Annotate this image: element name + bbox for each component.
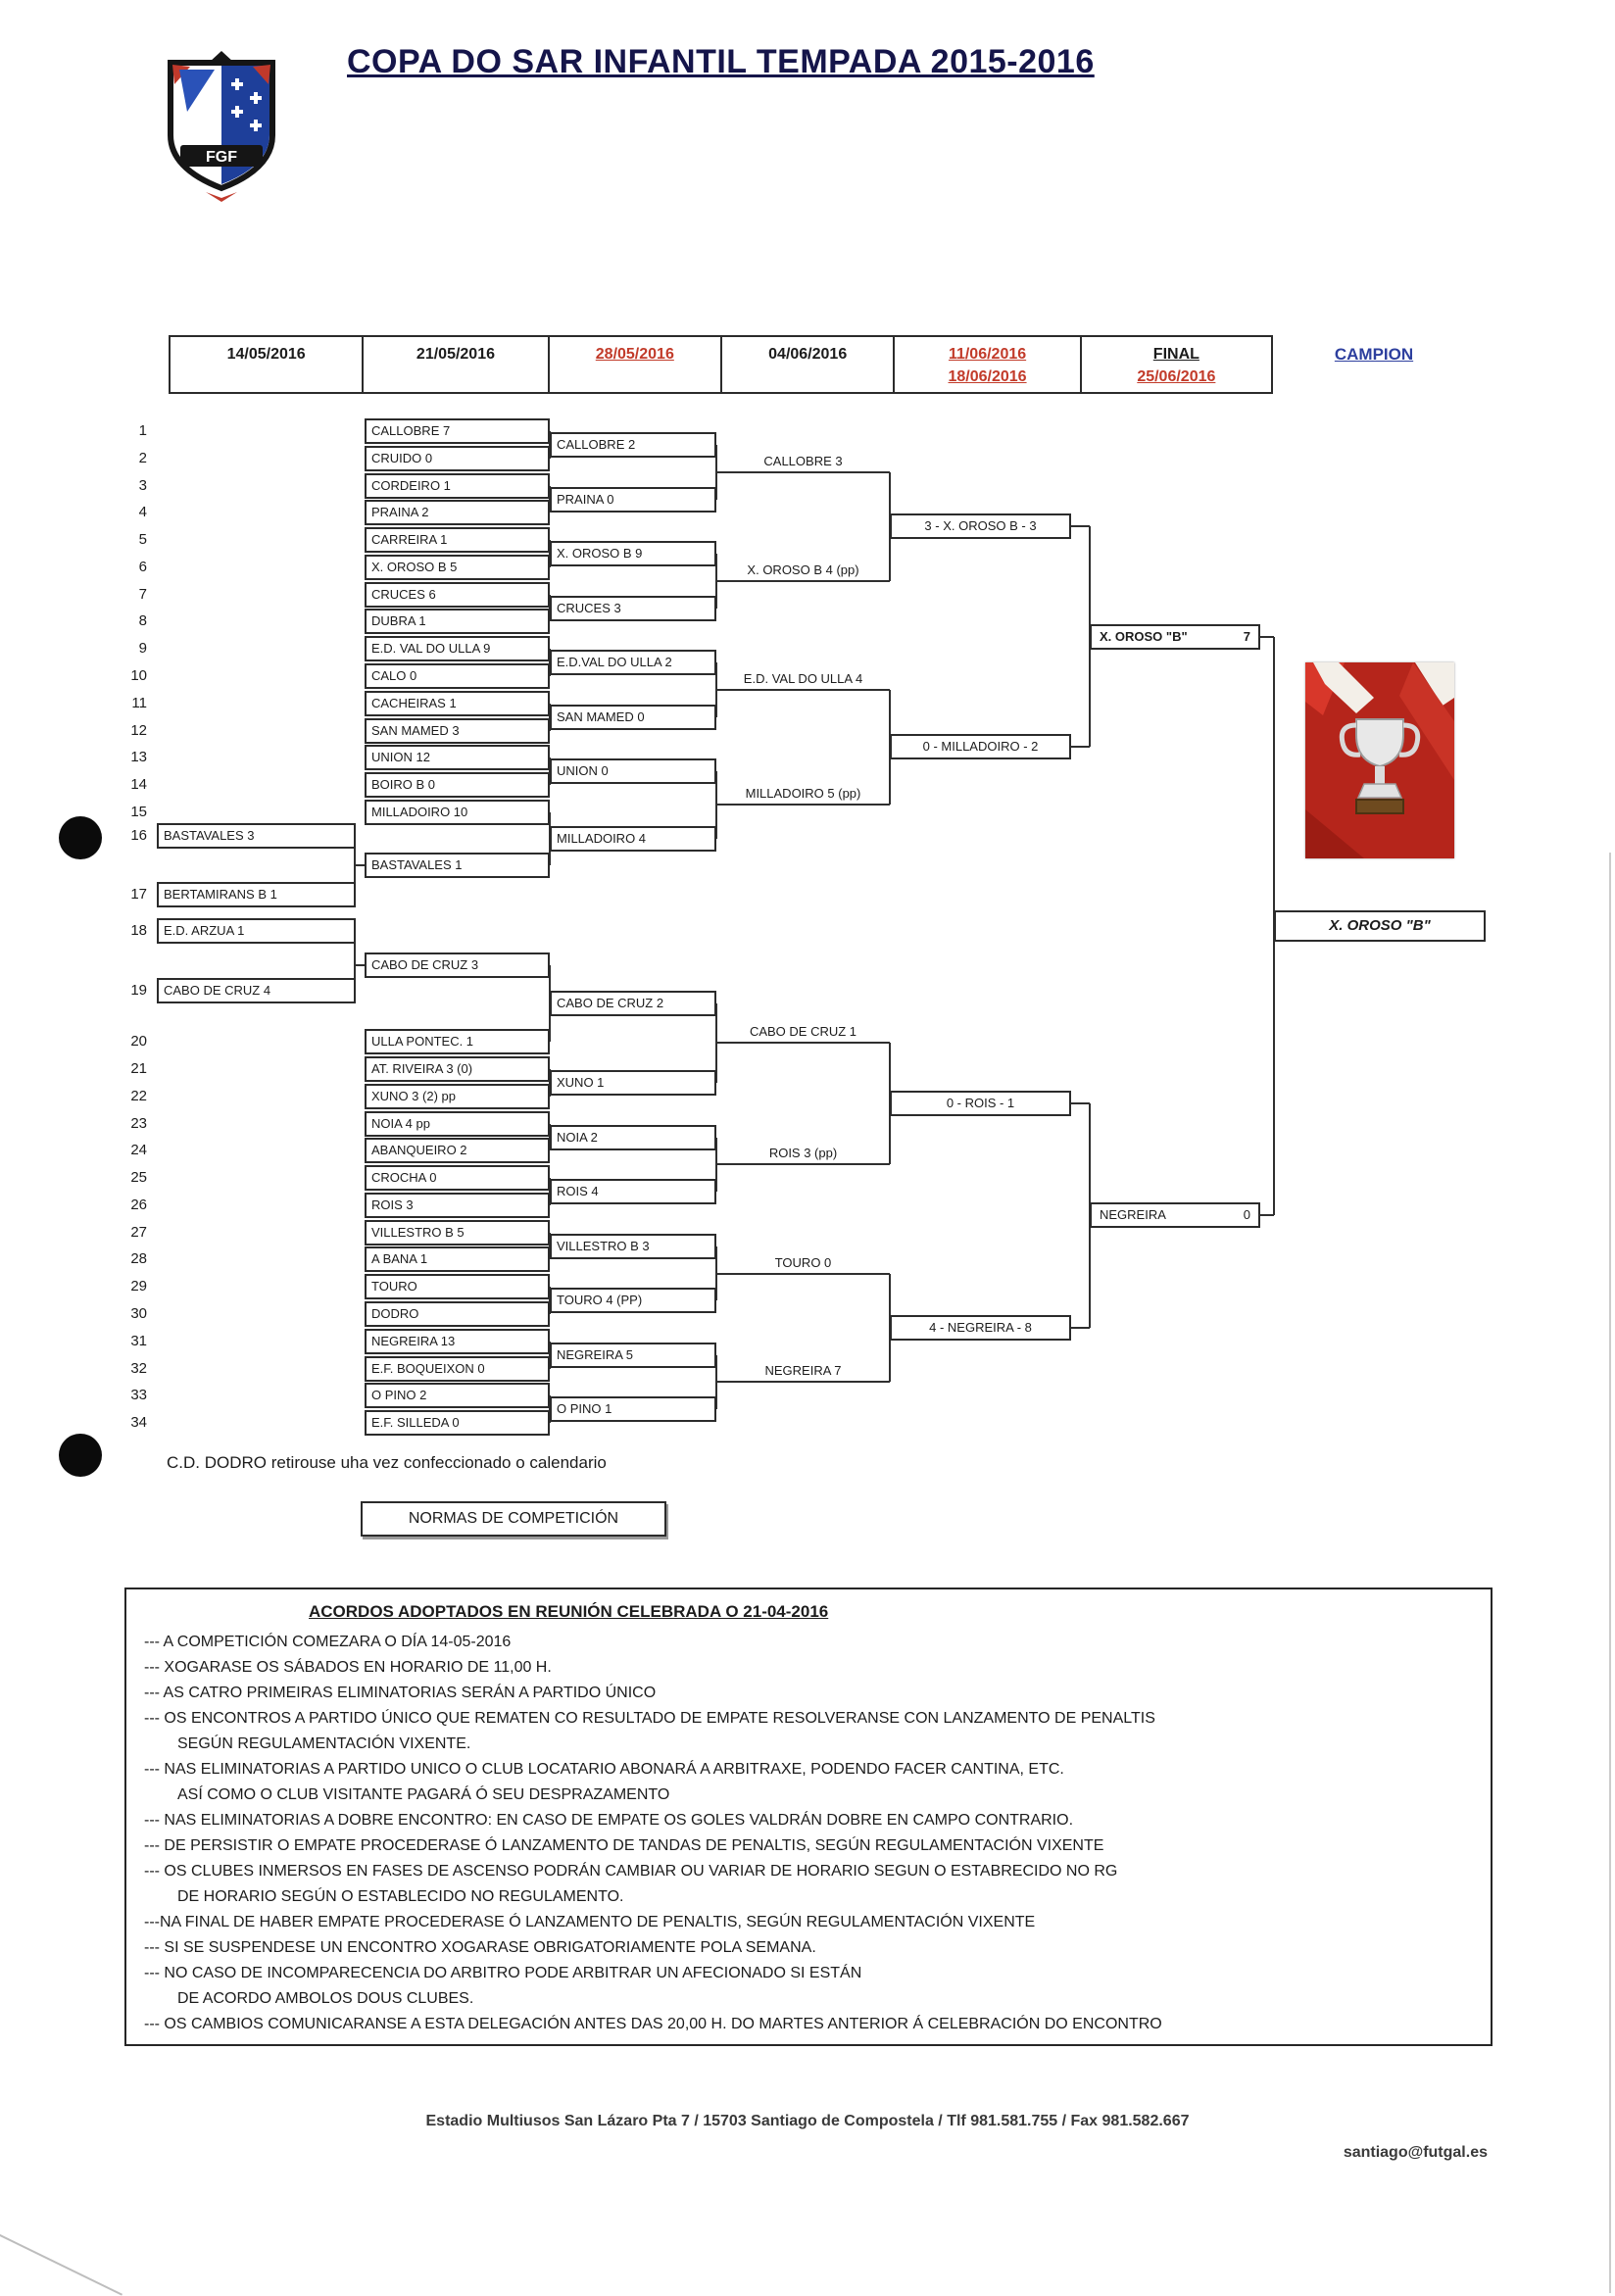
team-box: DUBRA 1 <box>365 609 550 634</box>
rule-line: --- A COMPETICIÓN COMEZARA O DÍA 14-05-2016 <box>144 1634 512 1650</box>
aggregate-score-box: 4 - NEGREIRA - 8 <box>890 1315 1071 1341</box>
team-box: CRUIDO 0 <box>365 446 550 471</box>
schedule-date: 14/05/2016 <box>226 346 306 363</box>
normas-box: NORMAS DE COMPETICIÓN <box>361 1501 666 1537</box>
round2-box: NOIA 2 <box>550 1125 716 1150</box>
team-box: CACHEIRAS 1 <box>365 691 550 716</box>
team-box: X. OROSO B 5 <box>365 555 550 580</box>
bracket-row-number: 33 <box>130 1387 147 1403</box>
team-box: CORDEIRO 1 <box>365 473 550 499</box>
bracket-row-number: 4 <box>138 504 147 520</box>
round2-box: TOURO 4 (PP) <box>550 1288 716 1313</box>
round2-box: VILLESTRO B 3 <box>550 1234 716 1259</box>
team-box: E.F. SILLEDA 0 <box>365 1410 550 1436</box>
round2-box: X. OROSO B 9 <box>550 541 716 566</box>
schedule-date-2: 25/06/2016 <box>1137 368 1216 385</box>
team-box: CABO DE CRUZ 4 <box>157 978 356 1003</box>
campion-label: CAMPION <box>1334 345 1414 364</box>
bracket-row-number: 19 <box>130 982 147 999</box>
aggregate-score-box: 0 - MILLADOIRO - 2 <box>890 734 1071 759</box>
rule-line: --- AS CATRO PRIMEIRAS ELIMINATORIAS SERÁN A PARTIDO ÚNICO <box>144 1685 657 1701</box>
footer-email: santiago@futgal.es <box>1343 2144 1488 2161</box>
schedule-date-2: 18/06/2016 <box>948 368 1027 385</box>
dodro-note: C.D. DODRO retirouse uha vez confeccionado o calendario <box>167 1453 607 1472</box>
finalist-score: 7 <box>1243 629 1250 644</box>
team-box: E.D. VAL DO ULLA 9 <box>365 636 550 661</box>
round2-box: UNION 0 <box>550 758 716 784</box>
bracket-row-number: 20 <box>130 1033 147 1050</box>
bracket-row-number: 6 <box>138 559 147 575</box>
round3-label: X. OROSO B 4 (pp) <box>747 562 859 577</box>
team-box: A BANA 1 <box>365 1246 550 1272</box>
rule-line: --- OS CLUBES INMERSOS EN FASES DE ASCENSO PODRÁN CAMBIAR OU VARIAR DE HORARIO SEGUN O ESTABRECIDO NO RG <box>144 1863 1118 1880</box>
bracket-row-number: 30 <box>130 1305 147 1322</box>
finalist-name: NEGREIRA <box>1100 1207 1166 1222</box>
acordos-box <box>124 1588 1493 2046</box>
bracket-row-number: 23 <box>130 1115 147 1132</box>
bracket-row-number: 2 <box>138 450 147 466</box>
bracket-row-number: 32 <box>130 1360 147 1377</box>
team-box: E.D. ARZUA 1 <box>157 918 356 944</box>
round3-label: E.D. VAL DO ULLA 4 <box>743 671 863 686</box>
team-box: NEGREIRA 13 <box>365 1329 550 1354</box>
round2-box: PRAINA 0 <box>550 487 716 513</box>
bracket-row-number: 26 <box>130 1197 147 1213</box>
bracket-row-number: 9 <box>138 640 147 657</box>
bracket-row-number: 14 <box>130 776 147 793</box>
team-box: BASTAVALES 3 <box>157 823 356 849</box>
page-title: COPA DO SAR INFANTIL TEMPADA 2015-2016 <box>347 43 1095 80</box>
team-box: MILLADOIRO 10 <box>365 800 550 825</box>
bracket-row-number: 1 <box>138 422 147 439</box>
rule-line: --- DE PERSISTIR O EMPATE PROCEDERASE Ó LANZAMENTO DE TANDAS DE PENALTIS, SEGÚN REGULAMENTACIÓN VIXENTE <box>144 1837 1104 1854</box>
team-box: VILLESTRO B 5 <box>365 1220 550 1246</box>
round3-label: MILLADOIRO 5 (pp) <box>745 786 861 801</box>
bracket-row-number: 7 <box>138 586 147 603</box>
rule-line: ---NA FINAL DE HABER EMPATE PROCEDERASE Ó LANZAMENTO DE PENALTIS, SEGÚN REGULAMENTACIÓN VIXENTE <box>144 1914 1036 1930</box>
bracket-row-number: 8 <box>138 612 147 629</box>
rule-line: DE ACORDO AMBOLOS DOUS CLUBES. <box>177 1990 474 2007</box>
team-box: XUNO 3 (2) pp <box>365 1084 550 1109</box>
team-box: BERTAMIRANS B 1 <box>157 882 356 907</box>
scan-crease-line <box>0 2230 122 2296</box>
round3-label: ROIS 3 (pp) <box>768 1146 838 1160</box>
team-box: ULLA PONTEC. 1 <box>365 1029 550 1054</box>
team-box: ROIS 3 <box>365 1193 550 1218</box>
rule-line: --- NAS ELIMINATORIAS A PARTIDO UNICO O CLUB LOCATARIO ABONARÁ A ARBITRAXE, PODENDO FACER CANTINA, ETC. <box>144 1761 1064 1778</box>
aggregate-score-box: 0 - ROIS - 1 <box>890 1091 1071 1116</box>
team-box: E.F. BOQUEIXON 0 <box>365 1356 550 1382</box>
bracket-row-number: 18 <box>130 922 147 939</box>
round2-box: CABO DE CRUZ 2 <box>550 991 716 1016</box>
team-box: CABO DE CRUZ 3 <box>365 953 550 978</box>
bracket-row-number: 21 <box>130 1060 147 1077</box>
rule-line: --- NO CASO DE INCOMPARECENCIA DO ARBITRO PODE ARBITRAR UN AFECIONADO SI ESTÁN <box>144 1965 862 1981</box>
bracket-row-number: 25 <box>130 1169 147 1186</box>
team-box: NOIA 4 pp <box>365 1111 550 1137</box>
rule-line: --- SI SE SUSPENDESE UN ENCONTRO XOGARASE OBRIGATORIAMENTE POLA SEMANA. <box>144 1939 816 1956</box>
bracket-row-number: 10 <box>130 667 147 684</box>
schedule-date: 21/05/2016 <box>416 346 495 363</box>
aggregate-score-box: 3 - X. OROSO B - 3 <box>890 513 1071 539</box>
team-box: O PINO 2 <box>365 1383 550 1408</box>
round2-box: XUNO 1 <box>550 1070 716 1096</box>
rule-line: SEGÚN REGULAMENTACIÓN VIXENTE. <box>177 1735 471 1752</box>
bracket-row-number: 31 <box>130 1333 147 1349</box>
rule-line: --- XOGARASE OS SÁBADOS EN HORARIO DE 11,00 H. <box>144 1659 552 1676</box>
rule-line: DE HORARIO SEGÚN O ESTABLECIDO NO REGULAMENTO. <box>177 1888 624 1905</box>
round3-label: NEGREIRA 7 <box>764 1363 842 1378</box>
acordos-title: ACORDOS ADOPTADOS EN REUNIÓN CELEBRADA O 21-04-2016 <box>309 1602 829 1621</box>
round2-box: CRUCES 3 <box>550 596 716 621</box>
team-box: DODRO <box>365 1301 550 1327</box>
rule-line: --- OS ENCONTROS A PARTIDO ÚNICO QUE REMATEN CO RESULTADO DE EMPATE RESOLVERANSE CON LANZAMENTO DE PENALTIS <box>144 1710 1155 1727</box>
round2-box: ROIS 4 <box>550 1179 716 1204</box>
team-box: CROCHA 0 <box>365 1165 550 1191</box>
round2-box: CALLOBRE 2 <box>550 432 716 458</box>
team-box: PRAINA 2 <box>365 500 550 525</box>
schedule-date: 28/05/2016 <box>595 346 674 363</box>
bracket-row-number: 16 <box>130 827 147 844</box>
round2-box: O PINO 1 <box>550 1396 716 1422</box>
bracket-row-number: 12 <box>130 722 147 739</box>
bracket-row-number: 24 <box>130 1142 147 1158</box>
team-box: UNION 12 <box>365 745 550 770</box>
bracket-row-number: 3 <box>138 477 147 494</box>
round3-label: TOURO 0 <box>774 1255 832 1270</box>
bracket-row-number: 11 <box>131 695 147 711</box>
round2-box: NEGREIRA 5 <box>550 1343 716 1368</box>
bracket-row-number: 13 <box>130 749 147 765</box>
bracket-row-number: 28 <box>130 1250 147 1267</box>
team-box: BASTAVALES 1 <box>365 853 550 878</box>
finalist-box <box>1090 1202 1260 1228</box>
team-box: BOIRO B 0 <box>365 772 550 798</box>
rule-line: --- OS CAMBIOS COMUNICARANSE A ESTA DELEGACIÓN ANTES DAS 20,00 H. DO MARTES ANTERIOR Á CELEBRACIÓN DO ENCONTRO <box>144 2016 1162 2032</box>
bracket-row-number: 15 <box>130 804 147 820</box>
round2-box: MILLADOIRO 4 <box>550 826 716 852</box>
team-box: CRUCES 6 <box>365 582 550 608</box>
bracket-row-number: 34 <box>130 1414 147 1431</box>
schedule-date: FINAL <box>1152 346 1199 363</box>
finalist-score: 0 <box>1243 1207 1250 1222</box>
finalist-box <box>1090 624 1260 650</box>
round2-box: SAN MAMED 0 <box>550 705 716 730</box>
rule-line: --- NAS ELIMINATORIAS A DOBRE ENCONTRO: EN CASO DE EMPATE OS GOLES VALDRÁN DOBRE EN CAMPO CONTRARIO. <box>144 1812 1074 1829</box>
bracket-row-number: 17 <box>130 886 147 903</box>
schedule-date: 11/06/2016 <box>948 346 1027 363</box>
team-box: SAN MAMED 3 <box>365 718 550 744</box>
round2-box: E.D.VAL DO ULLA 2 <box>550 650 716 675</box>
team-box: CARREIRA 1 <box>365 527 550 553</box>
rule-line: ASÍ COMO O CLUB VISITANTE PAGARÁ Ó SEU DESPRAZAMENTO <box>177 1786 670 1803</box>
team-box: ABANQUEIRO 2 <box>365 1138 550 1163</box>
finalist-name: X. OROSO "B" <box>1100 629 1188 644</box>
footer-address: Estadio Multiusos San Lázaro Pta 7 / 15703 Santiago de Compostela / Tlf 981.581.755 / Fax 981.582.667 <box>425 2113 1190 2129</box>
logo-text: FGF <box>206 149 237 166</box>
schedule-date: 04/06/2016 <box>768 346 848 363</box>
team-box: TOURO <box>365 1274 550 1299</box>
round3-label: CALLOBRE 3 <box>763 454 843 468</box>
round3-label: CABO DE CRUZ 1 <box>749 1024 857 1039</box>
champion-box: X. OROSO "B" <box>1274 910 1486 942</box>
bracket-row-number: 29 <box>130 1278 147 1295</box>
bracket-row-number: 27 <box>130 1224 147 1241</box>
team-box: AT. RIVEIRA 3 (0) <box>365 1056 550 1082</box>
team-box: CALLOBRE 7 <box>365 418 550 444</box>
bracket-row-number: 22 <box>130 1088 147 1104</box>
team-box: CALO 0 <box>365 663 550 689</box>
bracket-row-number: 5 <box>138 531 147 548</box>
